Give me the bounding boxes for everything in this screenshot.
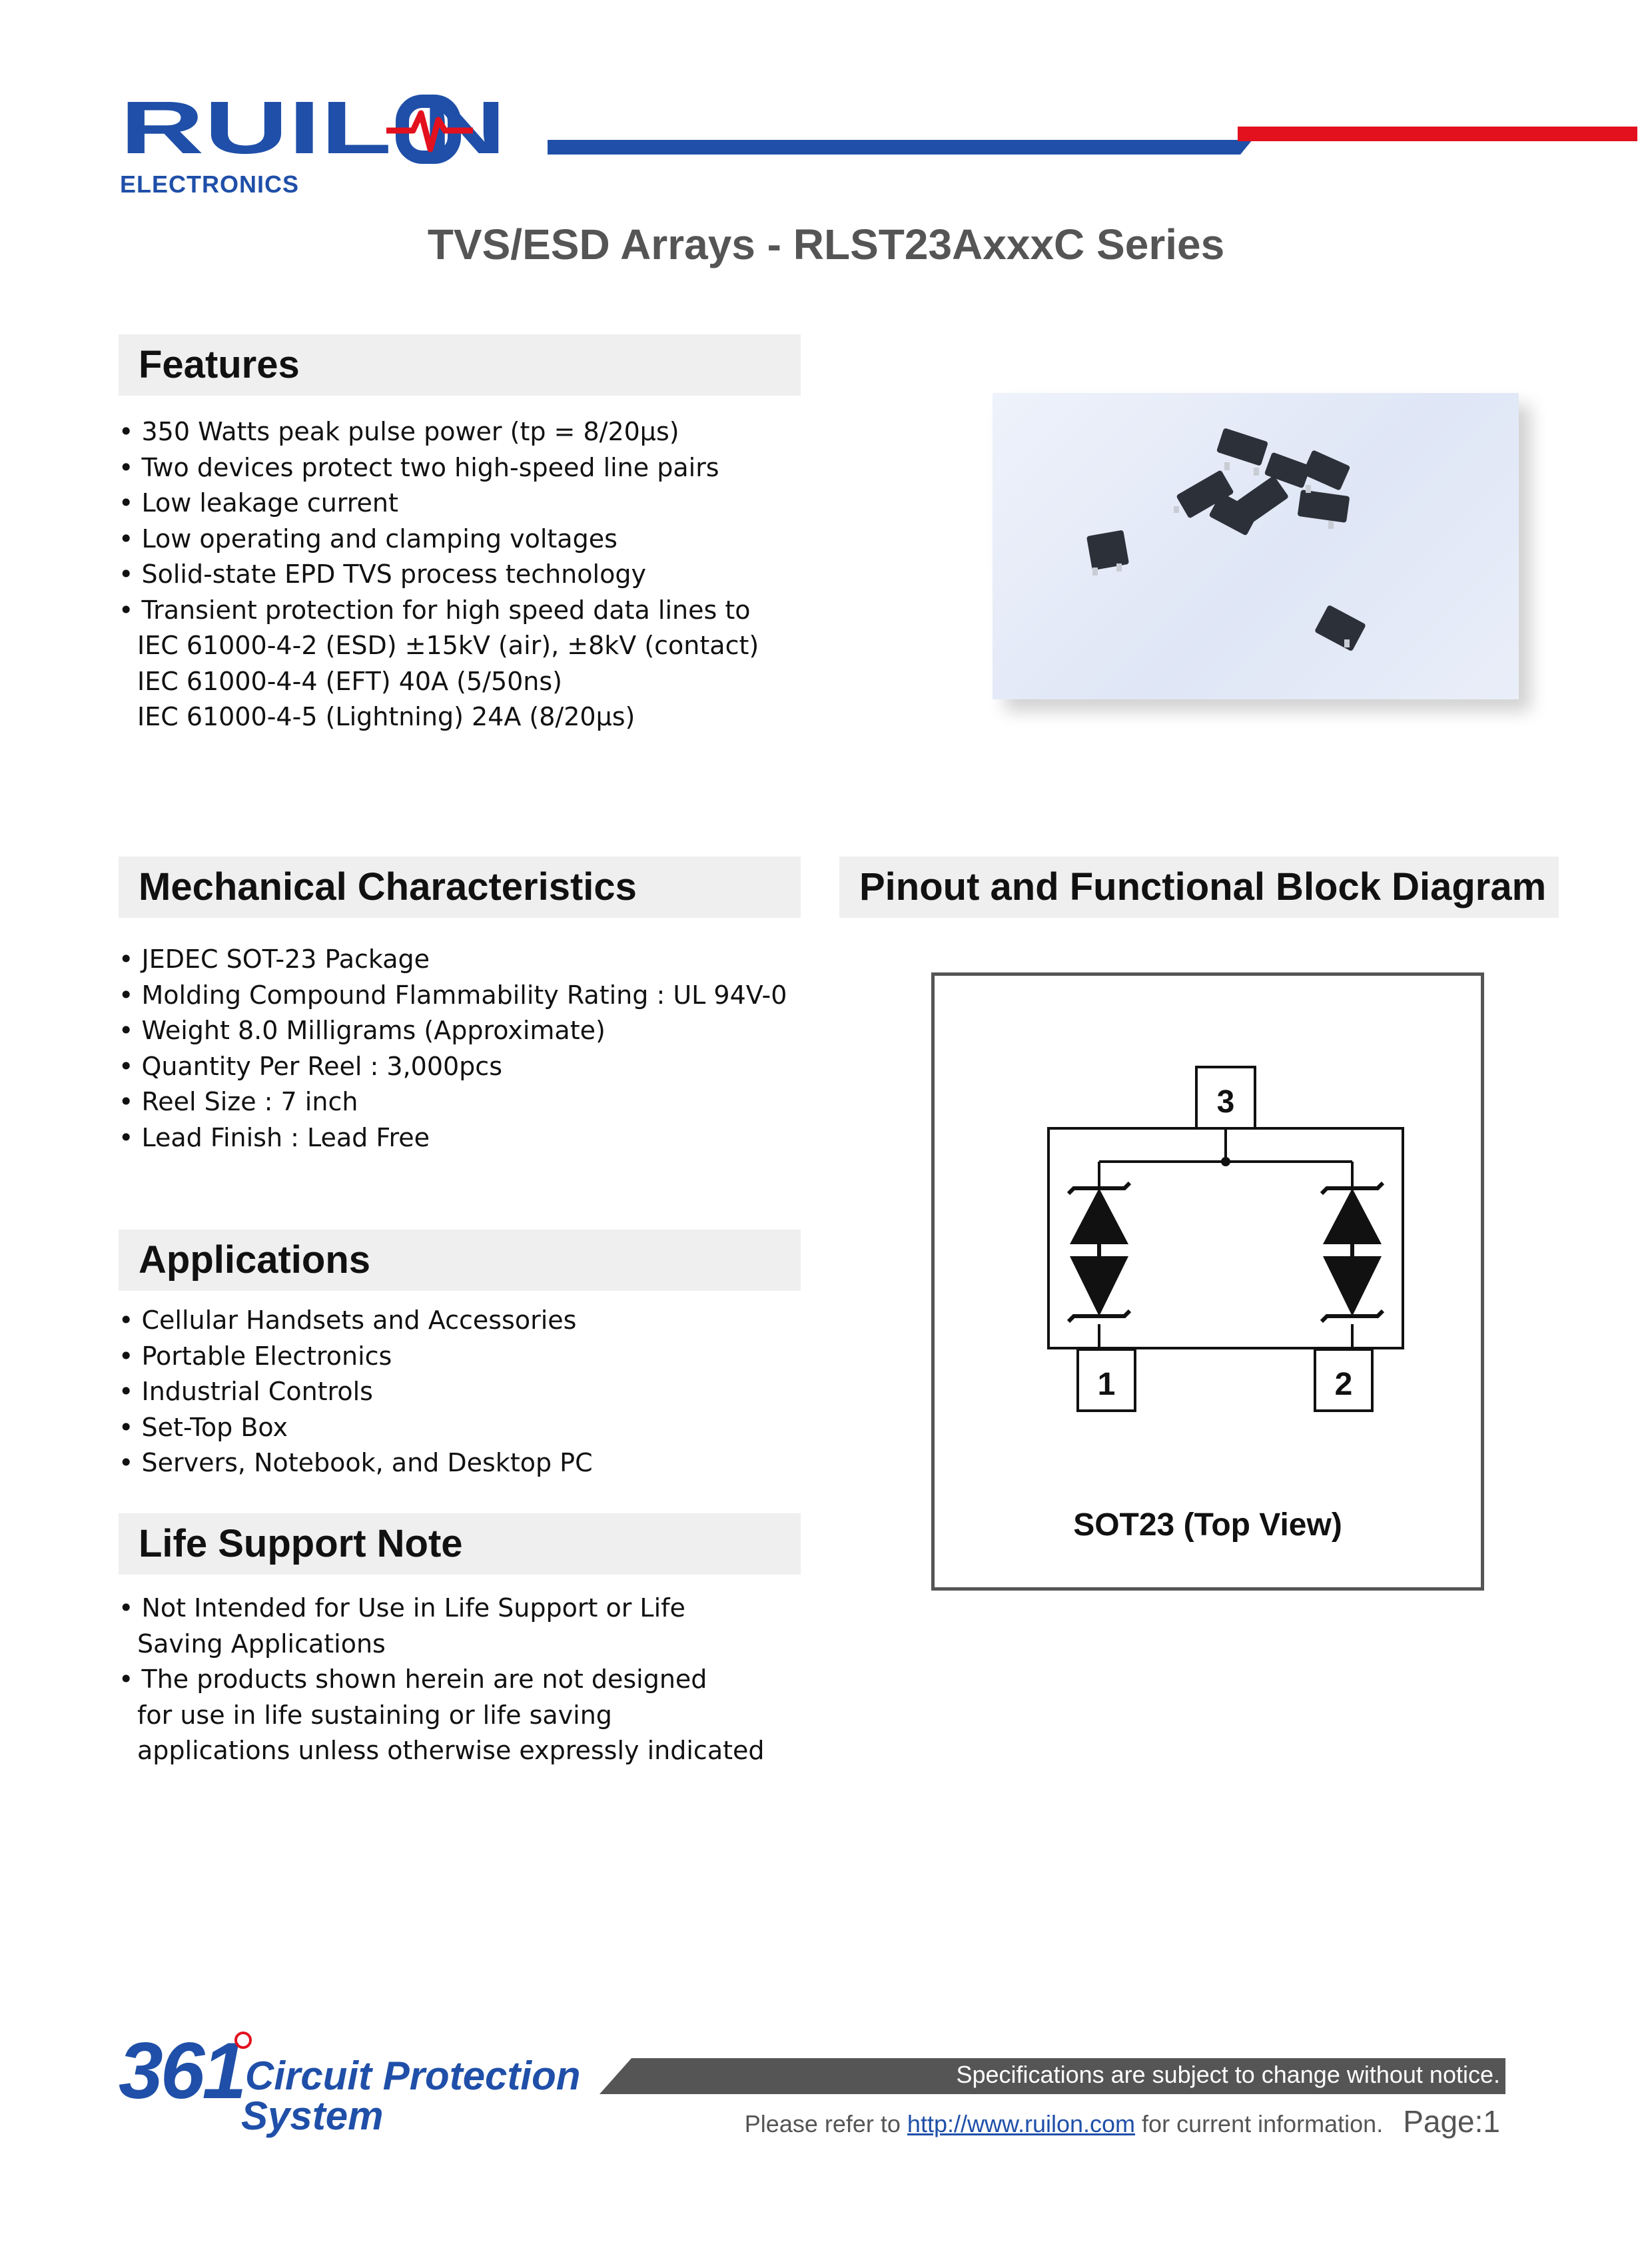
refer-prefix: Please refer to xyxy=(744,2110,907,2137)
list-item: • Low leakage current xyxy=(119,488,398,518)
list-item: • Cellular Handsets and Accessories xyxy=(119,1306,577,1335)
features-heading: Features xyxy=(119,334,801,396)
page-number: Page:1 xyxy=(1403,2104,1500,2139)
life-support-list xyxy=(119,1591,765,1769)
header-bar-slant xyxy=(1232,127,1252,155)
footer-logo-line2: System xyxy=(241,2093,384,2138)
pin2-label: 2 xyxy=(1334,1367,1353,1402)
list-item: • JEDEC SOT-23 Package xyxy=(119,944,430,974)
list-item: • Reel Size : 7 inch xyxy=(119,1087,358,1116)
list-item: • Solid-state EPD TVS process technology xyxy=(119,560,646,589)
list-item: • Quantity Per Reel : 3,000pcs xyxy=(119,1051,502,1081)
header-bar-red xyxy=(1238,127,1637,141)
features-list xyxy=(119,414,759,735)
list-item: • Molding Compound Flammability Rating : UL 94V-0 xyxy=(119,980,787,1010)
footer-logo-number: 361 xyxy=(119,2026,244,2115)
footer-notice: Specifications are subject to change without notice. xyxy=(956,2061,1500,2088)
ruilon-logo xyxy=(120,93,506,167)
block-diagram xyxy=(1039,1063,1412,1423)
refer-suffix: for current information. xyxy=(1135,2110,1384,2137)
list-item: IEC 61000-4-5 (Lightning) 24A (8/20µs) xyxy=(137,702,635,731)
footer-logo-line1: Circuit Protection xyxy=(245,2054,581,2098)
list-item: Saving Applications xyxy=(137,1629,386,1659)
pin3-label: 3 xyxy=(1216,1084,1235,1120)
list-item: • Set-Top Box xyxy=(119,1412,288,1442)
brand-text: RUIL N xyxy=(120,93,506,167)
list-item: • Lead Finish : Lead Free xyxy=(119,1122,430,1152)
list-item: • The products shown herein are not designed xyxy=(119,1665,707,1694)
list-item: • Servers, Notebook, and Desktop PC xyxy=(119,1448,593,1477)
pinout-heading: Pinout and Functional Block Diagram xyxy=(839,857,1559,918)
document-title: TVS/ESD Arrays - RLST23AxxxC Series xyxy=(427,220,1225,268)
applications-heading: Applications xyxy=(119,1230,801,1291)
list-item: • Weight 8.0 Milligrams (Approximate) xyxy=(119,1016,606,1045)
product-photo xyxy=(993,393,1519,699)
list-item: • Not Intended for Use in Life Support or Life xyxy=(119,1593,685,1623)
life-support-heading: Life Support Note xyxy=(119,1513,801,1575)
header-bar-blue xyxy=(548,140,1240,155)
list-item: IEC 61000-4-2 (ESD) ±15kV (air), ±8kV (contact) xyxy=(137,631,759,660)
applications-list xyxy=(119,1303,593,1481)
list-item: IEC 61000-4-4 (EFT) 40A (5/50ns) xyxy=(137,666,563,696)
mechanical-list xyxy=(119,942,787,1156)
junction-dot xyxy=(1221,1157,1230,1166)
list-item: • Industrial Controls xyxy=(119,1377,373,1406)
list-item: applications unless otherwise expressly indicated xyxy=(137,1736,765,1765)
pin1-label: 1 xyxy=(1097,1367,1116,1402)
brand-subtitle: ELECTRONICS xyxy=(120,171,300,198)
list-item: for use in life sustaining or life saving xyxy=(137,1700,612,1730)
list-item: • Portable Electronics xyxy=(119,1341,392,1371)
mechanical-heading: Mechanical Characteristics xyxy=(119,857,801,918)
footer-refer xyxy=(745,2103,1500,2139)
degree-icon xyxy=(234,2032,252,2049)
list-item: • Transient protection for high speed data lines to xyxy=(119,595,751,625)
diagram-caption: SOT23 (Top View) xyxy=(1073,1507,1342,1543)
website-link[interactable]: http://www.ruilon.com xyxy=(907,2110,1136,2137)
list-item: • Two devices protect two high-speed line pairs xyxy=(119,452,719,482)
list-item: • 350 Watts peak pulse power (tp = 8/20µs) xyxy=(119,417,679,446)
list-item: • Low operating and clamping voltages xyxy=(119,524,618,554)
